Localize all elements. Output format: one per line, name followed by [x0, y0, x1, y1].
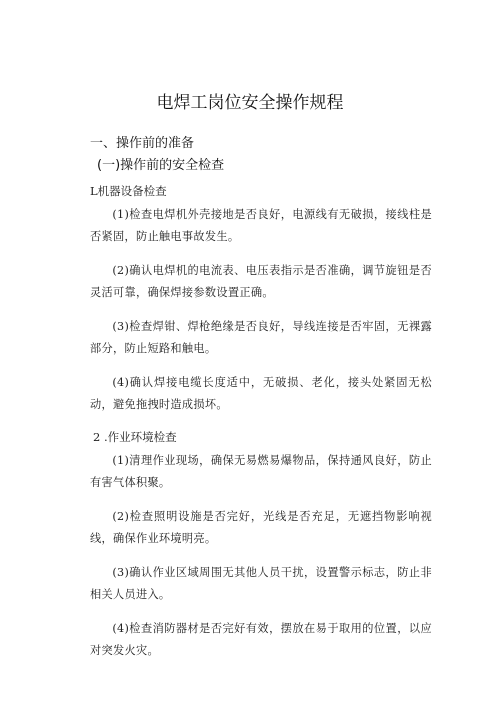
item-heading-environment: 2 .作业环境检查 — [93, 430, 177, 444]
paragraph: (3)检查焊钳、焊枪绝缘是否良好，导线连接是否牢固，无裸露部分，防止短路和触电。 — [90, 320, 432, 355]
paragraph: (1)检查电焊机外壳接地是否良好，电源线有无破损，接线柱是否紧固，防止触电事故发生。 — [90, 208, 432, 243]
document-title: 电焊工岗位安全操作规程 — [156, 93, 344, 113]
paragraph: (2)确认电焊机的电流表、电压表指示是否准确，调节旋钮是否灵活可靠，确保焊接参数设置正确。 — [90, 264, 432, 299]
paragraph: (4)检查消防器材是否完好有效，摆放在易于取用的位置，以应对突发火灾。 — [90, 622, 432, 657]
paragraph: (3)确认作业区域周围无其他人员干扰，设置警示标志，防止非相关人员进入。 — [90, 566, 432, 601]
paragraph: (2)检查照明设施是否完好，光线是否充足，无遮挡物影响视线，确保作业环境明亮。 — [90, 510, 432, 545]
section-heading: 一、操作前的准备 — [90, 136, 195, 151]
paragraph: (4)确认焊接电缆长度适中，无破损、老化，接头处紧固无松动，避免拖拽时造成损坏。 — [90, 376, 432, 411]
subsection-heading: (一)操作前的安全检查 — [97, 158, 225, 173]
item-heading-equipment: L机器设备检查 — [90, 184, 167, 198]
paragraph: (1)清理作业现场，确保无易燃易爆物品，保持通风良好，防止有害气体积聚。 — [90, 454, 432, 489]
